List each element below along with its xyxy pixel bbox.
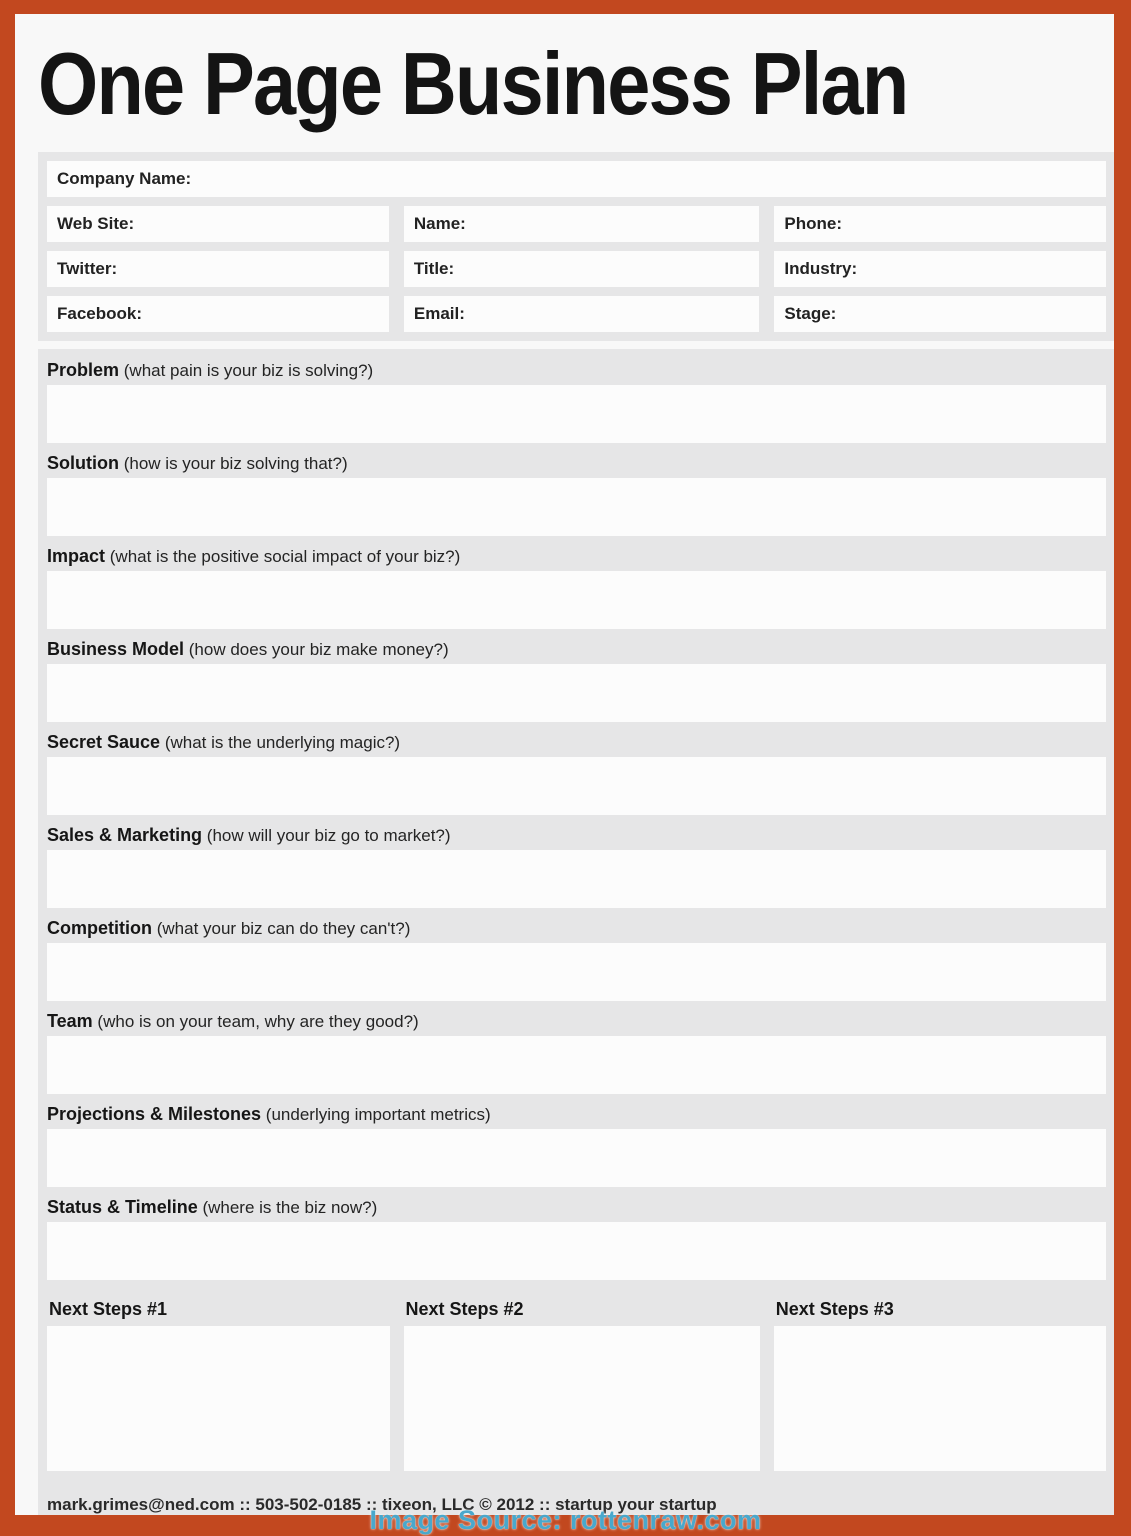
section-competition <box>38 909 1114 1001</box>
company-name-label: Company Name: <box>57 169 192 188</box>
problem-textarea[interactable] <box>47 385 1106 443</box>
section-hint: (who is on your team, why are they good?) <box>97 1012 419 1031</box>
section-name: Team <box>47 1011 93 1031</box>
phone-label: Phone: <box>784 214 842 233</box>
section-label-team <box>38 1002 1114 1036</box>
footer-credits: mark.grimes@ned.com :: 503-502-0185 :: tixeon, LLC © 2012 :: startup your startup <box>47 1495 717 1514</box>
section-name: Competition <box>47 918 152 938</box>
section-name: Secret Sauce <box>47 732 161 752</box>
plan-sections-panel <box>38 349 1114 1515</box>
section-team <box>38 1002 1114 1094</box>
section-name: Solution <box>47 453 119 473</box>
stage-label: Stage: <box>784 304 837 323</box>
section-projections-milestones <box>38 1095 1114 1187</box>
twitter-field[interactable] <box>47 251 389 287</box>
industry-label: Industry: <box>784 259 858 278</box>
section-label-impact <box>38 537 1114 571</box>
secret-sauce-textarea[interactable] <box>47 757 1106 815</box>
competition-textarea[interactable] <box>47 943 1106 1001</box>
section-label-problem <box>38 351 1114 385</box>
phone-field[interactable] <box>774 206 1106 242</box>
website-label: Web Site: <box>57 214 135 233</box>
section-label-status-timeline <box>38 1188 1114 1222</box>
section-name: Status & Timeline <box>47 1197 198 1217</box>
website-field[interactable] <box>47 206 389 242</box>
section-label-competition <box>38 909 1114 943</box>
sales-marketing-textarea[interactable] <box>47 850 1106 908</box>
next-steps-1-textarea[interactable] <box>47 1326 390 1471</box>
email-label: Email: <box>413 304 465 323</box>
section-hint: (how does your biz make money?) <box>188 640 449 659</box>
business-model-textarea[interactable] <box>47 664 1106 722</box>
status-timeline-textarea[interactable] <box>47 1222 1106 1280</box>
contact-info-panel <box>38 152 1114 341</box>
page-title: One Page Business Plan <box>38 34 908 133</box>
section-hint: (how is your biz solving that?) <box>123 454 348 473</box>
section-solution <box>38 444 1114 536</box>
next-steps-1-label: Next Steps #1 <box>49 1299 168 1319</box>
section-name: Problem <box>47 360 120 380</box>
section-label-business-model <box>38 630 1114 664</box>
stage-field[interactable] <box>774 296 1106 332</box>
next-steps-row <box>47 1292 1106 1471</box>
section-hint: (how will your biz go to market?) <box>206 826 451 845</box>
next-steps-3 <box>774 1292 1106 1471</box>
section-problem <box>38 351 1114 443</box>
section-label-projections-milestones <box>38 1095 1114 1129</box>
section-secret-sauce <box>38 723 1114 815</box>
section-hint: (what your biz can do they can't?) <box>156 919 411 938</box>
section-name: Sales & Marketing <box>47 825 203 845</box>
section-label-secret-sauce <box>38 723 1114 757</box>
title-field[interactable] <box>404 251 760 287</box>
watermark: Image Source: rottenraw.com <box>369 1505 762 1535</box>
section-name: Business Model <box>47 639 185 659</box>
section-impact <box>38 537 1114 629</box>
section-business-model <box>38 630 1114 722</box>
impact-textarea[interactable] <box>47 571 1106 629</box>
next-steps-3-textarea[interactable] <box>774 1326 1106 1471</box>
solution-textarea[interactable] <box>47 478 1106 536</box>
section-label-solution <box>38 444 1114 478</box>
section-hint: (underlying important metrics) <box>265 1105 491 1124</box>
facebook-label: Facebook: <box>57 304 143 323</box>
name-field[interactable] <box>404 206 760 242</box>
section-hint: (where is the biz now?) <box>202 1198 378 1217</box>
section-label-sales-marketing <box>38 816 1114 850</box>
company-name-field[interactable] <box>47 161 1106 197</box>
projections-milestones-textarea[interactable] <box>47 1129 1106 1187</box>
next-steps-1 <box>47 1292 390 1471</box>
facebook-field[interactable] <box>47 296 389 332</box>
email-field[interactable] <box>404 296 760 332</box>
section-hint: (what is the positive social impact of your biz?) <box>109 547 461 566</box>
section-name: Projections & Milestones <box>47 1104 262 1124</box>
section-name: Impact <box>47 546 106 566</box>
name-label: Name: <box>413 214 466 233</box>
section-hint: (what pain is your biz is solving?) <box>123 361 374 380</box>
team-textarea[interactable] <box>47 1036 1106 1094</box>
next-steps-2-label: Next Steps #2 <box>405 1299 524 1319</box>
next-steps-3-label: Next Steps #3 <box>775 1299 894 1319</box>
title-label: Title: <box>413 259 455 278</box>
next-steps-2-textarea[interactable] <box>404 1326 760 1471</box>
industry-field[interactable] <box>774 251 1106 287</box>
business-plan-page <box>15 14 1114 1515</box>
section-status-timeline <box>38 1188 1114 1280</box>
section-hint: (what is the underlying magic?) <box>164 733 401 752</box>
section-sales-marketing <box>38 816 1114 908</box>
next-steps-2 <box>404 1292 760 1471</box>
twitter-label: Twitter: <box>57 259 118 278</box>
